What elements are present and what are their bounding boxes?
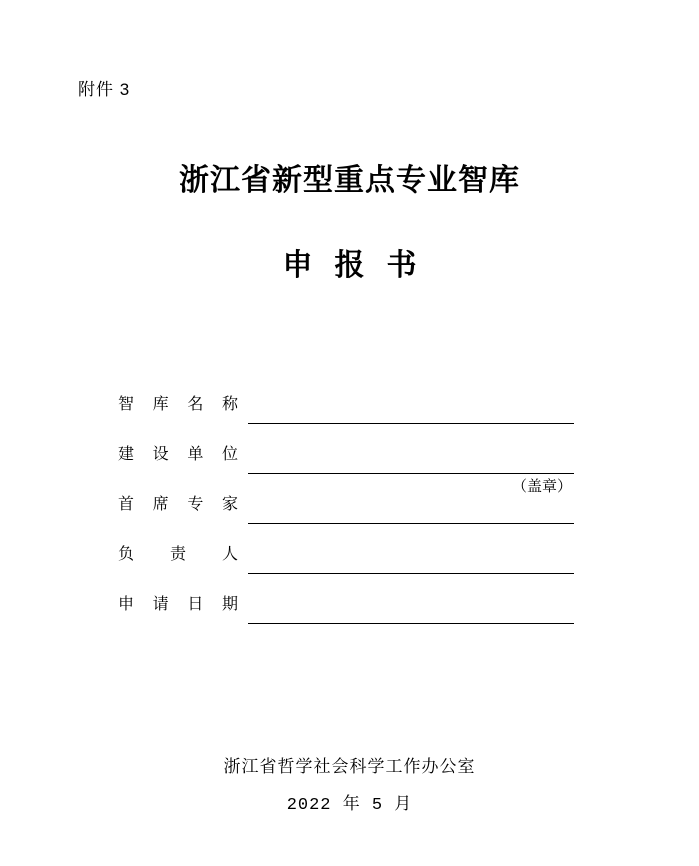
attachment-label: 附件 3 (78, 80, 131, 99)
field-label-char: 设 (152, 446, 169, 463)
field-label-char: 家 (221, 496, 238, 513)
field-label-char: 建 (118, 446, 135, 463)
field-label-char: 单 (187, 446, 204, 463)
issuing-organization: 浙江省哲学社会科学工作办公室 (223, 757, 476, 776)
field-row (118, 542, 574, 592)
field-label-char: 库 (152, 396, 169, 413)
field-label-char: 日 (187, 596, 204, 613)
field-label-person-in-charge (118, 542, 238, 568)
field-label-char: 首 (118, 496, 135, 513)
field-label-char: 申 (118, 596, 135, 613)
field-input-application-date[interactable] (248, 623, 574, 624)
field-row (118, 392, 574, 442)
field-label-chief-expert (118, 492, 238, 518)
form-fields (118, 392, 574, 642)
field-label-char: 席 (152, 496, 169, 513)
field-label-application-date (118, 592, 238, 618)
page-subtitle: 申报书 (282, 249, 439, 282)
field-label-char: 位 (221, 446, 238, 463)
field-row (118, 492, 574, 542)
field-row (118, 592, 574, 642)
field-label-char: 负 (118, 546, 135, 563)
field-label-host-unit (118, 442, 238, 468)
field-label-char: 责 (169, 546, 186, 563)
field-input-host-unit[interactable] (248, 473, 574, 495)
field-label-char: 专 (187, 496, 204, 513)
field-label-char: 请 (152, 596, 169, 613)
field-label-char: 智 (118, 396, 135, 413)
field-label-char: 人 (221, 546, 238, 563)
field-input-chief-expert[interactable] (248, 523, 574, 524)
field-label-char: 称 (221, 396, 238, 413)
field-input-person-in-charge[interactable] (248, 573, 574, 574)
page-title: 浙江省新型重点专业智库 (179, 164, 520, 197)
field-label-char: 期 (221, 596, 238, 613)
field-label-char: 名 (187, 396, 204, 413)
field-input-thinktank-name[interactable] (248, 423, 574, 424)
seal-note: （盖章） (511, 478, 572, 495)
field-row (118, 442, 574, 495)
issue-date: 2022 年 5 月 (286, 796, 413, 815)
field-label-thinktank-name (118, 392, 238, 418)
